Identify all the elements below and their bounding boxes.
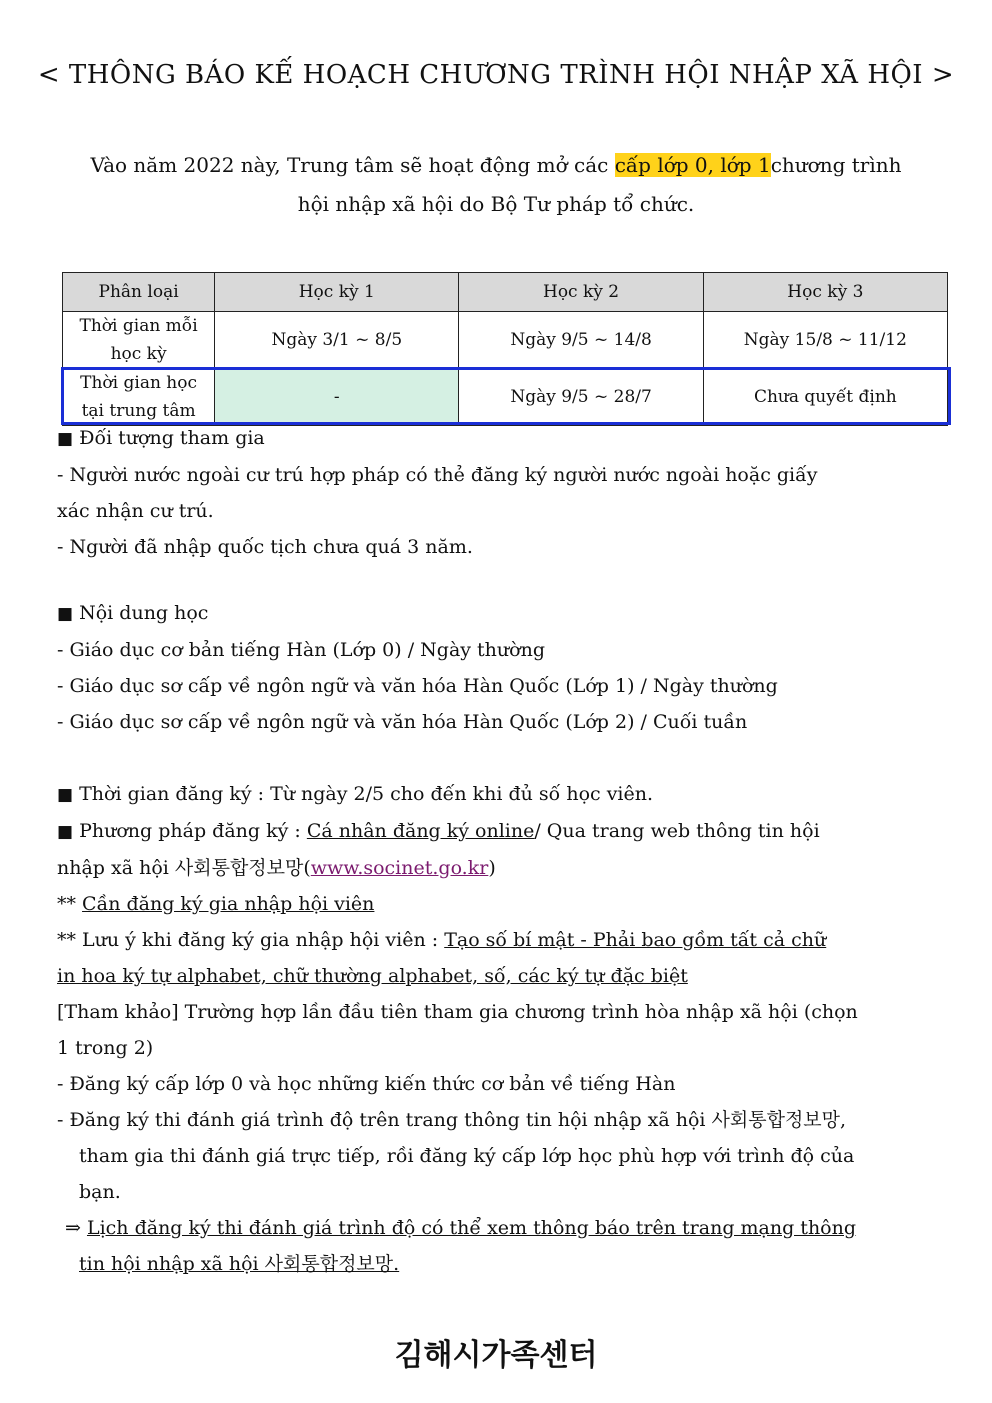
- table-header-row: [63, 273, 948, 312]
- heading-text: Đối tượng tham gia: [79, 427, 265, 449]
- table-cell: Ngày 15/8 ~ 11/12: [703, 312, 947, 369]
- table-row: [63, 369, 948, 426]
- method-line2-prefix: nhập xã hội 사회통합정보망(: [57, 857, 311, 879]
- socinet-link[interactable]: www.socinet.go.kr: [310, 857, 489, 879]
- section-heading-target: [57, 420, 937, 457]
- document-body: [57, 420, 937, 1282]
- intro-text-line2: hội nhập xã hội do Bộ Tư pháp tổ chức.: [297, 192, 695, 216]
- square-bullet-icon: ■: [57, 785, 74, 805]
- registration-method: [57, 813, 937, 850]
- intro-text-part2: chương trình: [770, 153, 902, 177]
- target-line: xác nhận cư trú.: [57, 500, 214, 522]
- intro-paragraph: [60, 146, 932, 224]
- reference-option-cont: tham gia thi đánh giá trực tiếp, rồi đăng ký cấp lớp học phù hợp với trình độ của: [79, 1145, 855, 1167]
- document-title: < THÔNG BÁO KẾ HOẠCH CHƯƠNG TRÌNH HỘI NHẬP XÃ HỘI >: [37, 60, 955, 90]
- method-suffix: / Qua trang web thông tin hội: [534, 820, 820, 842]
- organization-footer: 김해시가족센터: [394, 1338, 598, 1373]
- heading-text: Nội dung học: [79, 602, 209, 624]
- note-password-line2: [57, 958, 937, 994]
- square-bullet-icon: ■: [57, 822, 74, 842]
- note-prefix: ** Lưu ý khi đăng ký gia nhập hội viên :: [57, 929, 445, 951]
- note-membership: [57, 886, 937, 922]
- reference-line: 1 trong 2): [57, 1037, 154, 1059]
- table-cell: Chưa quyết định: [703, 369, 947, 426]
- square-bullet-icon: ■: [57, 604, 74, 624]
- row-label: Thời gian học tại trung tâm: [63, 369, 215, 426]
- arrow-underlined: Lịch đăng ký thi đánh giá trình độ có thể xem thông báo trên trang mạng thông: [86, 1217, 857, 1239]
- header-category: Phân loại: [63, 273, 215, 312]
- content-line: - Giáo dục cơ bản tiếng Hàn (Lớp 0) / Ngày thường: [57, 639, 545, 661]
- intro-highlight: cấp lớp 0, lớp 1: [614, 153, 771, 177]
- table-cell: Ngày 9/5 ~ 28/7: [459, 369, 703, 426]
- section-heading-content: [57, 595, 937, 632]
- square-bullet-icon: ■: [57, 429, 74, 449]
- reference-line: [Tham khảo] Trường hợp lần đầu tiên tham gia chương trình hòa nhập xã hội (chọn: [57, 1001, 858, 1023]
- target-line: - Người nước ngoài cư trú hợp pháp có thẻ đăng ký người nước ngoài hoặc giấy: [57, 464, 818, 486]
- reference-option: - Đăng ký cấp lớp 0 và học những kiến thức cơ bản về tiếng Hàn: [57, 1073, 676, 1095]
- note-underlined: in hoa ký tự alphabet, chữ thường alphabet, số, các ký tự đặc biệt: [57, 965, 688, 987]
- registration-time: [57, 776, 937, 813]
- reference-option: - Đăng ký thi đánh giá trình độ trên trang thông tin hội nhập xã hội 사회통합정보망,: [57, 1109, 847, 1131]
- content-line: - Giáo dục sơ cấp về ngôn ngữ và văn hóa Hàn Quốc (Lớp 1) / Ngày thường: [57, 675, 778, 697]
- registration-time-text: Thời gian đăng ký : Từ ngày 2/5 cho đến khi đủ số học viên.: [79, 783, 654, 805]
- note-prefix: **: [57, 893, 83, 915]
- reference-arrow-line2: [57, 1246, 937, 1282]
- method-prefix: Phương pháp đăng ký :: [79, 820, 307, 842]
- note-password: [57, 922, 937, 958]
- table-cell: Ngày 3/1 ~ 8/5: [215, 312, 459, 369]
- reference-arrow-line: [57, 1210, 937, 1246]
- note-underlined: Tạo số bí mật - Phải bao gồm tất cả chữ: [444, 929, 827, 951]
- content-line: - Giáo dục sơ cấp về ngôn ngữ và văn hóa Hàn Quốc (Lớp 2) / Cuối tuần: [57, 711, 748, 733]
- arrow-underlined: tin hội nhập xã hội 사회통합정보망.: [79, 1253, 400, 1275]
- method-line2-suffix: ): [488, 857, 496, 879]
- header-semester-3: Học kỳ 3: [703, 273, 947, 312]
- header-semester-2: Học kỳ 2: [459, 273, 703, 312]
- reference-option-cont: bạn.: [79, 1181, 121, 1203]
- method-underlined: Cá nhân đăng ký online: [306, 820, 535, 842]
- arrow-icon: ⇒: [65, 1217, 87, 1239]
- note-underlined: Cần đăng ký gia nhập hội viên: [82, 893, 375, 915]
- row-label: Thời gian mỗi học kỳ: [63, 312, 215, 369]
- target-line: - Người đã nhập quốc tịch chưa quá 3 năm.: [57, 536, 473, 558]
- table-cell-empty: -: [215, 369, 459, 426]
- schedule-table: [62, 272, 948, 426]
- intro-text-part1: Vào năm 2022 này, Trung tâm sẽ hoạt động mở các: [90, 153, 615, 177]
- table-row: [63, 312, 948, 369]
- header-semester-1: Học kỳ 1: [215, 273, 459, 312]
- registration-method-line2: [57, 850, 937, 886]
- table-cell: Ngày 9/5 ~ 14/8: [459, 312, 703, 369]
